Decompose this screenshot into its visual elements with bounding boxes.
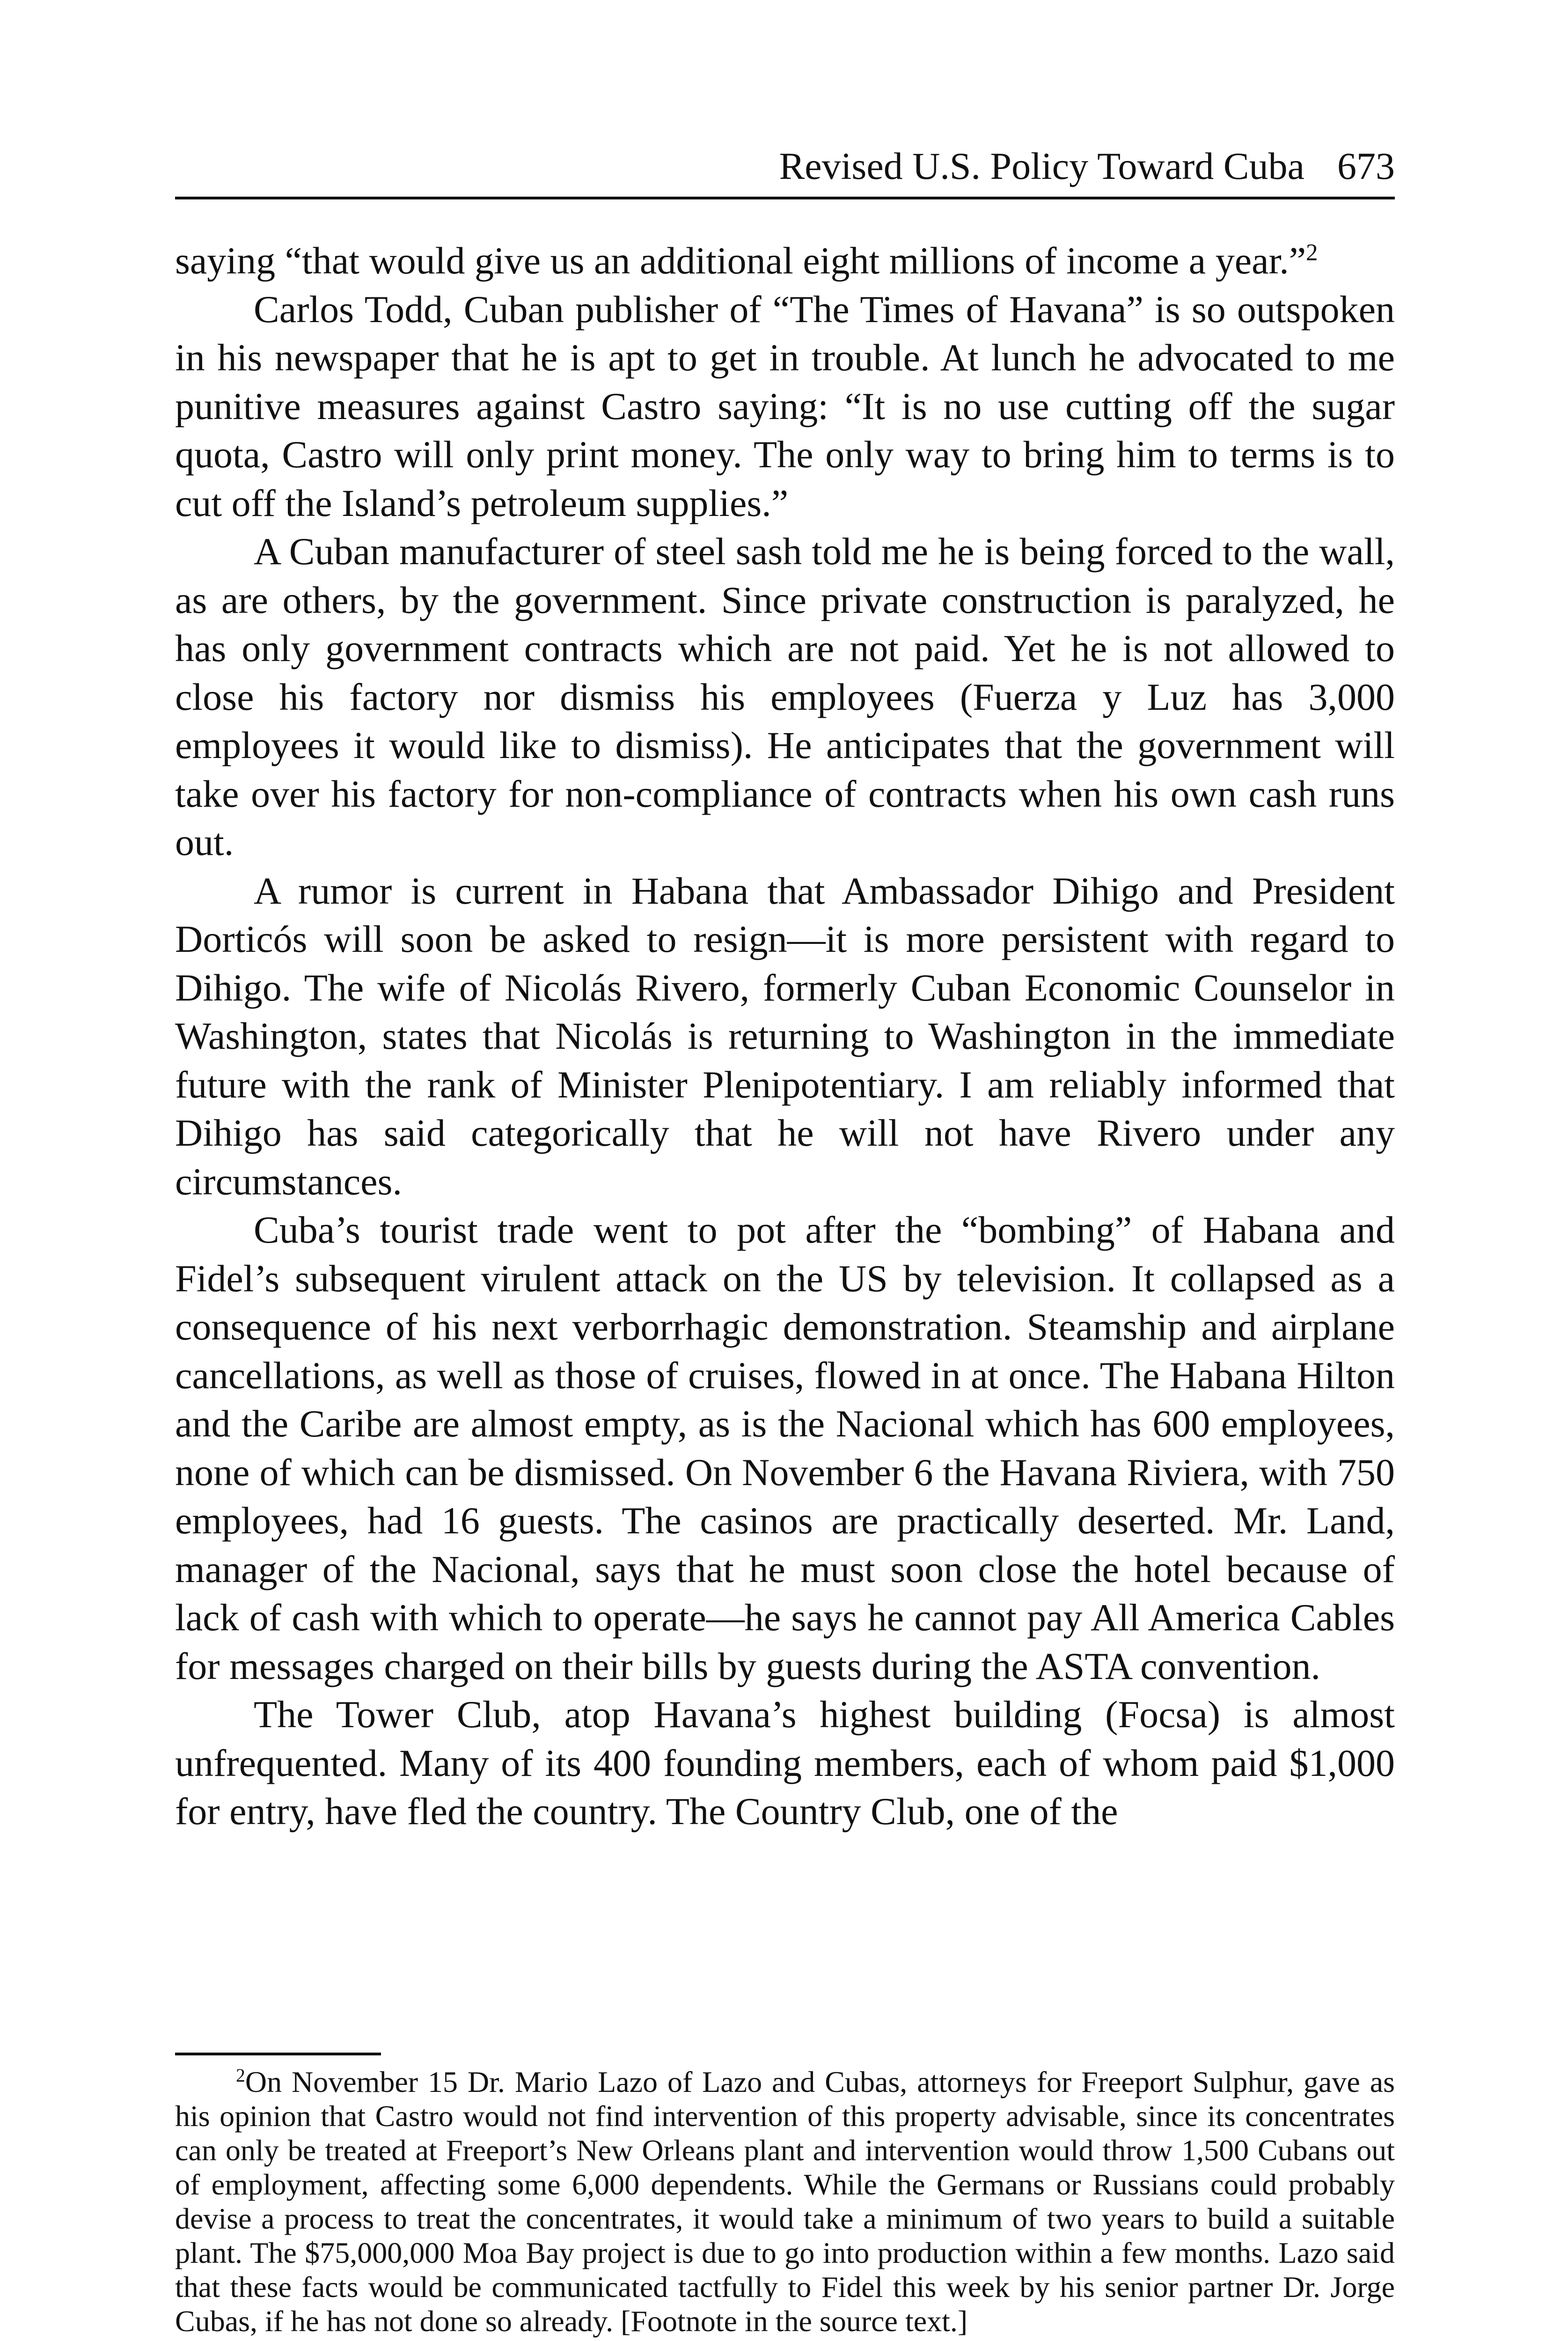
page-number: 673 xyxy=(1337,145,1395,187)
footnote xyxy=(175,2065,1395,2338)
footnote-text: On November 15 Dr. Mario Lazo of Lazo and Cubas, attorneys for Freeport Sulphur, gave as his opinion that Castro would not find intervention of this property advisable, since its concentrates can only be treated at Freeport’s New Orleans plant and intervention would throw 1,500 Cubans out of employment, affecting some 6,000 dependents. While the Germans or Russians could probably devise a process to treat the concentrates, it would take a minimum of two years to build a suitable plant. The $75,000,000 Moa Bay project is due to go into production within a few months. Lazo said that these facts would be communicated tactfully to Fidel this week by his senior partner Dr. Jorge Cubas, if he has not done so already. [Footnote in the source text.] xyxy=(175,2065,1395,2338)
footnote-paragraph xyxy=(175,2065,1395,2338)
footnote-reference: 2 xyxy=(1306,239,1318,266)
paragraph-5: Cuba’s tourist trade went to pot after the “bombing” of Habana and Fidel’s subsequent virulent attack on the US by television. It collapsed as a consequence of his next verborrhagic demonstration. Steamship and airplane cancellations, as well as those of cruises, flowed in at once. The Habana Hilton and the Caribe are almost empty, as is the Nacional which has 600 employees, none of which can be dismissed. On November 6 the Havana Riviera, with 750 employees, had 16 guests. The casinos are practically deserted. Mr. Land, manager of the Nacional, says that he must soon close the hotel because of lack of cash with which to operate—he says he cannot pay All America Cables for messages charged on their bills by guests during the ASTA convention. xyxy=(175,1208,1395,1687)
paragraph-4: A rumor is current in Habana that Ambassador Dihigo and President Dorticós will soon be asked to resign—it is more persistent with regard to Dihigo. The wife of Nicolás Rivero, formerly Cuban Economic Counselor in Washington, states that Nicolás is returning to Washington in the immediate future with the rank of Minister Plenipotentiary. I am reliably informed that Dihigo has said categorically that he will not have Rivero under any circumstances. xyxy=(175,869,1395,1203)
running-head xyxy=(175,140,1395,192)
paragraph-2: Carlos Todd, Cuban publisher of “The Times of Havana” is so outspoken in his newspaper that he is apt to get in trouble. At lunch he advocated to me punitive measures against Castro saying: “It is no use cutting off the sugar quota, Castro will only print money. The only way to bring him to terms is to cut off the Island’s petroleum supplies.” xyxy=(175,287,1395,524)
header-rule xyxy=(175,197,1395,199)
footnote-rule xyxy=(175,2053,381,2055)
paragraph-3: A Cuban manufacturer of steel sash told me he is being forced to the wall, as are others, by the government. Since private construction is paralyzed, he has only government contracts which are not paid. Yet he is not allowed to close his factory nor dismiss his employees (Fuerza y Luz has 3,000 employees it would like to dismiss). He anticipates that the government will take over his factory for non-compliance of contracts when his own cash runs out. xyxy=(175,530,1395,863)
paragraph-1-text: saying “that would give us an additional eight millions of income a year.” xyxy=(175,239,1306,282)
paragraph-1 xyxy=(175,236,1395,285)
paragraph-6: The Tower Club, atop Havana’s highest building (Focsa) is almost unfrequented. Many of its 400 founding members, each of whom paid $1,000 for entry, have fled the country. The Country Club, one of the xyxy=(175,1693,1395,1833)
footnote-marker: 2 xyxy=(236,2065,245,2086)
running-head-title: Revised U.S. Policy Toward Cuba xyxy=(779,145,1304,187)
body-text xyxy=(175,236,1395,1836)
